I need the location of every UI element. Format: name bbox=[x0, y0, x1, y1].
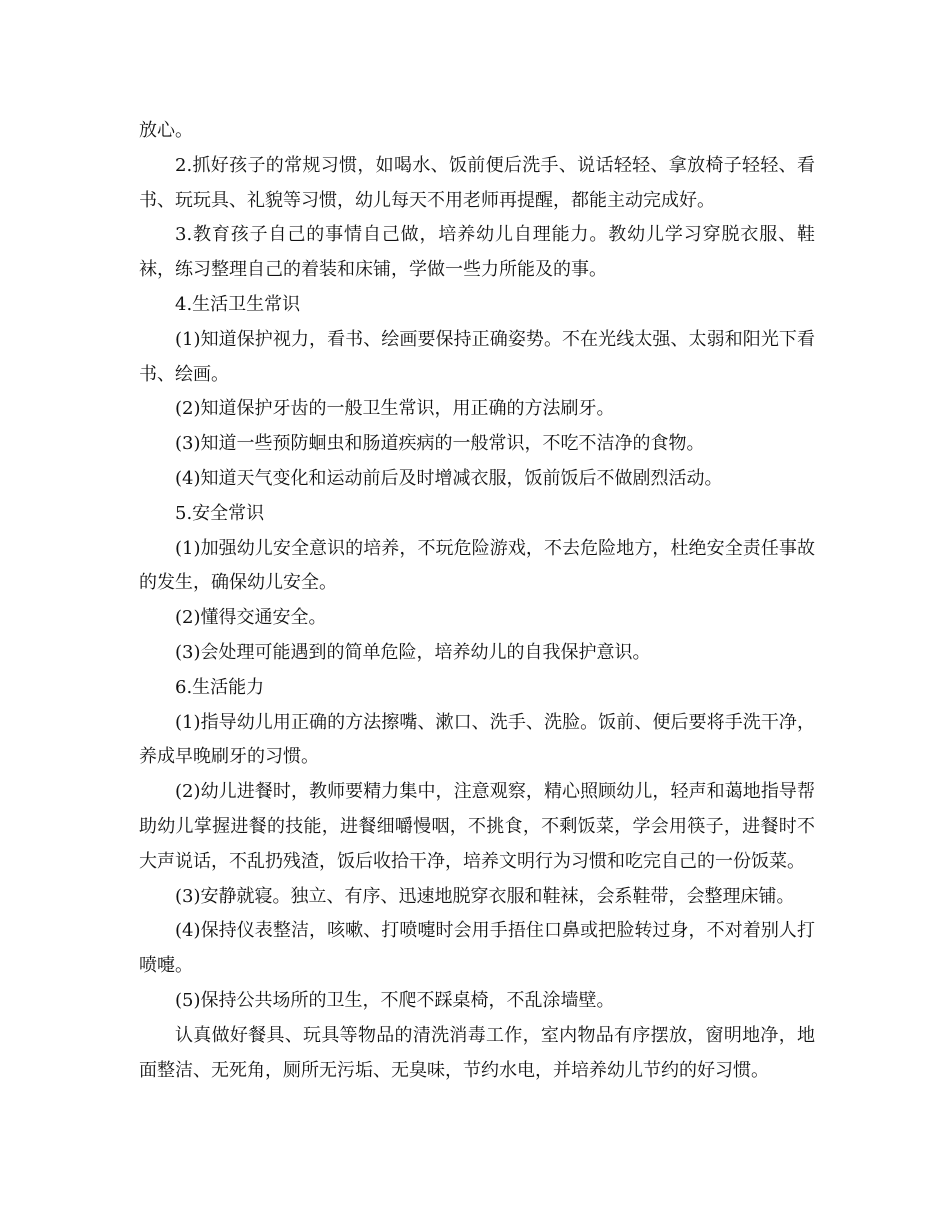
section-heading: 6.生活能力 bbox=[175, 676, 265, 698]
list-item: (2)懂得交通安全。 bbox=[175, 607, 327, 629]
list-item: (2)幼儿进餐时，教师要精力集中，注意观察，精心照顾幼儿，轻声和蔼地指导帮助幼儿掌握进餐的技能，进餐细嚼慢咽，不挑食，不剩饭菜，学会用筷子，进餐时不大声说话，不乱扔残渣，饭后收拾干净，培养文明行为习惯和吃完自己的一份饭菜。 bbox=[139, 781, 815, 872]
list-item: (3)知道一些预防蛔虫和肠道疾病的一般常识，不吃不洁净的食物。 bbox=[175, 433, 705, 455]
paragraph: 3.教育孩子自己的事情自己做，培养幼儿自理能力。教幼儿学习穿脱衣服、鞋袜，练习整理自己的着装和床铺，学做一些力所能及的事。 bbox=[139, 224, 815, 281]
section-heading: 5.安全常识 bbox=[175, 502, 265, 524]
list-item: (1)指导幼儿用正确的方法擦嘴、漱口、洗手、洗脸。饭前、便后要将手洗干净，养成早晚刷牙的习惯。 bbox=[139, 711, 815, 768]
paragraph: 认真做好餐具、玩具等物品的清洗消毒工作，室内物品有序摆放，窗明地净，地面整洁、无死角，厕所无污垢、无臭味，节约水电，并培养幼儿节约的好习惯。 bbox=[139, 1024, 815, 1081]
paragraph: 2.抓好孩子的常规习惯，如喝水、饭前便后洗手、说话轻轻、拿放椅子轻轻、看书、玩玩具、礼貌等习惯，幼儿每天不用老师再提醒，都能主动完成好。 bbox=[139, 154, 815, 211]
list-item: (1)加强幼儿安全意识的培养，不玩危险游戏，不去危险地方，杜绝安全责任事故的发生，确保幼儿安全。 bbox=[139, 537, 815, 594]
list-item: (3)会处理可能遇到的简单危险，培养幼儿的自我保护意识。 bbox=[175, 641, 651, 663]
list-item: (2)知道保护牙齿的一般卫生常识，用正确的方法刷牙。 bbox=[175, 398, 615, 420]
list-item: (5)保持公共场所的卫生，不爬不踩桌椅，不乱涂墙壁。 bbox=[175, 989, 615, 1011]
list-item: (4)保持仪表整洁，咳嗽、打喷嚏时会用手捂住口鼻或把脸转过身，不对着别人打喷嚏。 bbox=[139, 920, 815, 977]
list-item: (3)安静就寝。独立、有序、迅速地脱穿衣服和鞋袜，会系鞋带，会整理床铺。 bbox=[175, 885, 795, 907]
list-item: (1)知道保护视力，看书、绘画要保持正确姿势。不在光线太强、太弱和阳光下看书、绘画。 bbox=[139, 328, 815, 385]
section-heading: 4.生活卫生常识 bbox=[175, 293, 301, 315]
list-item: (4)知道天气变化和运动前后及时增减衣服，饭前饭后不做剧烈活动。 bbox=[175, 467, 723, 489]
document-body bbox=[139, 114, 815, 1088]
paragraph: 放心。 bbox=[139, 120, 193, 141]
